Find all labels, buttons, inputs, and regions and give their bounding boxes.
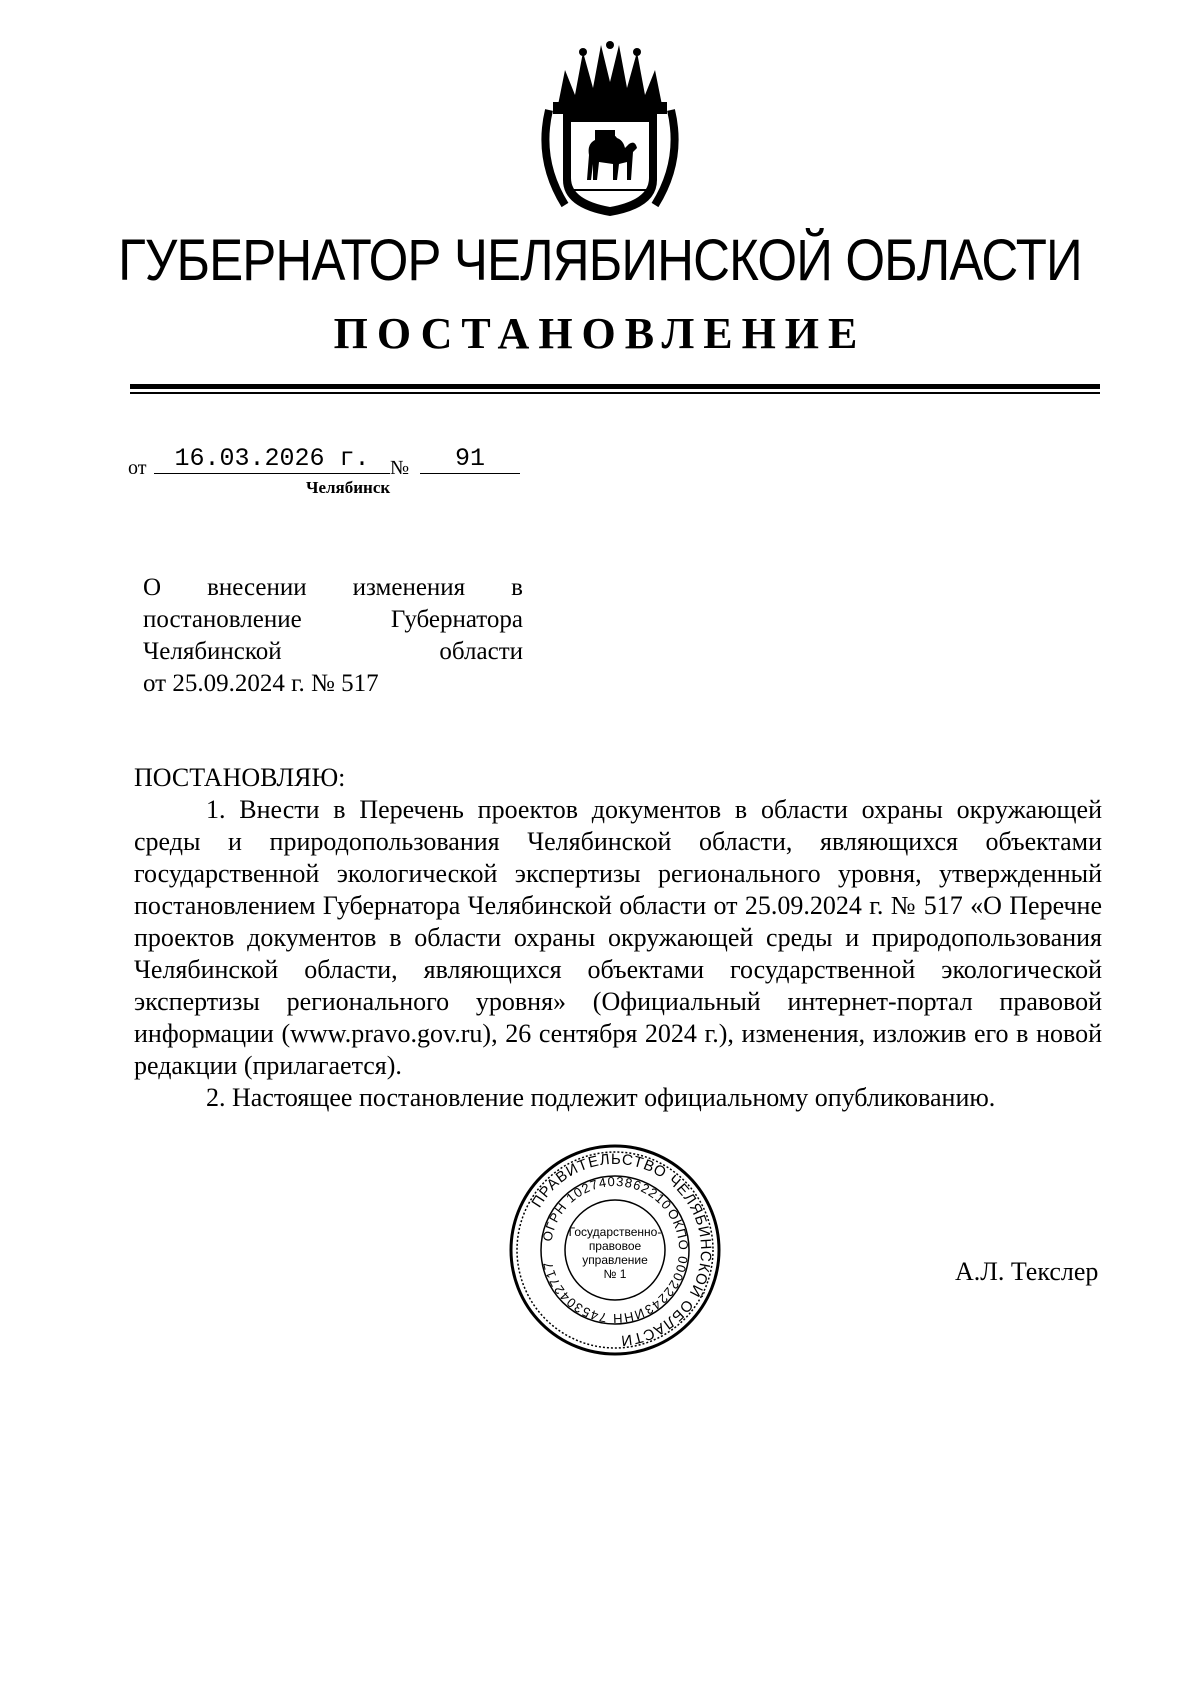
document-number: 91 [420, 445, 520, 474]
decree-body [134, 794, 1102, 1114]
seal-center-line: правовое [588, 1239, 642, 1253]
paragraph-2: 2. Настоящее постановление подлежит официальному опубликованию. [206, 1083, 996, 1112]
subject-block [143, 572, 523, 700]
subject-line: О внесении изменения в [143, 574, 523, 601]
signer-name: А.Л. Текслер [955, 1257, 1099, 1286]
seal-outer-text: ПРАВИТЕЛЬСТВО ЧЕЛЯБИНСКОЙ ОБЛАСТИ [528, 1150, 715, 1349]
header-rule-thick [130, 384, 1100, 389]
svg-text:ИНН 7453042717 [540, 1260, 646, 1326]
seal-center-line: управление [582, 1253, 648, 1267]
subject-line: постановление Губернатора [143, 606, 523, 633]
authority-title: ГУБЕРНАТОР ЧЕЛЯБИНСКОЙ ОБЛАСТИ [118, 228, 1082, 293]
official-seal [505, 1140, 725, 1360]
subject-line: от 25.09.2024 г. № 517 [143, 670, 379, 697]
seal-center-line: № 1 [603, 1267, 627, 1281]
document-date: 16.03.2026 г. [154, 445, 390, 474]
from-label: от [128, 457, 147, 479]
coat-of-arms-icon [535, 40, 685, 220]
document-type: ПОСТАНОВЛЕНИЕ [333, 309, 867, 358]
city: Челябинск [306, 478, 391, 497]
number-label: № [390, 457, 410, 479]
seal-center-line: Государственно- [568, 1225, 662, 1239]
subject-line: Челябинской области [143, 638, 523, 665]
seal-okpo: ОКПО 00022243 [641, 1206, 692, 1319]
decree-word: ПОСТАНОВЛЯЮ: [134, 763, 346, 792]
seal-inn: ИНН 7453042717 [540, 1259, 647, 1327]
header-rule-thin [130, 392, 1100, 394]
paragraph-1: 1. Внести в Перечень проектов документов в области охраны окружающей среды и природопользования Челябинской области, являющихся объектами государственной экологической экспертизы регионального уровня, утвержденный постановлением Губернатора Челябинской области от 25.09.2024 г. № 517 «О Перечне проектов документов в области охраны окружающей среды и природопользования Челябинской области, являющихся объектами государственной экологической экспертизы регионального уровня» (Официальный интернет-портал правовой информации (www.pravo.gov.ru), 26 сентября 2024 г.), изменения, изложив его в новой редакции (прилагается). [134, 795, 1102, 1080]
seal-ogrn: ОГРН 1027403862210 [539, 1173, 675, 1243]
